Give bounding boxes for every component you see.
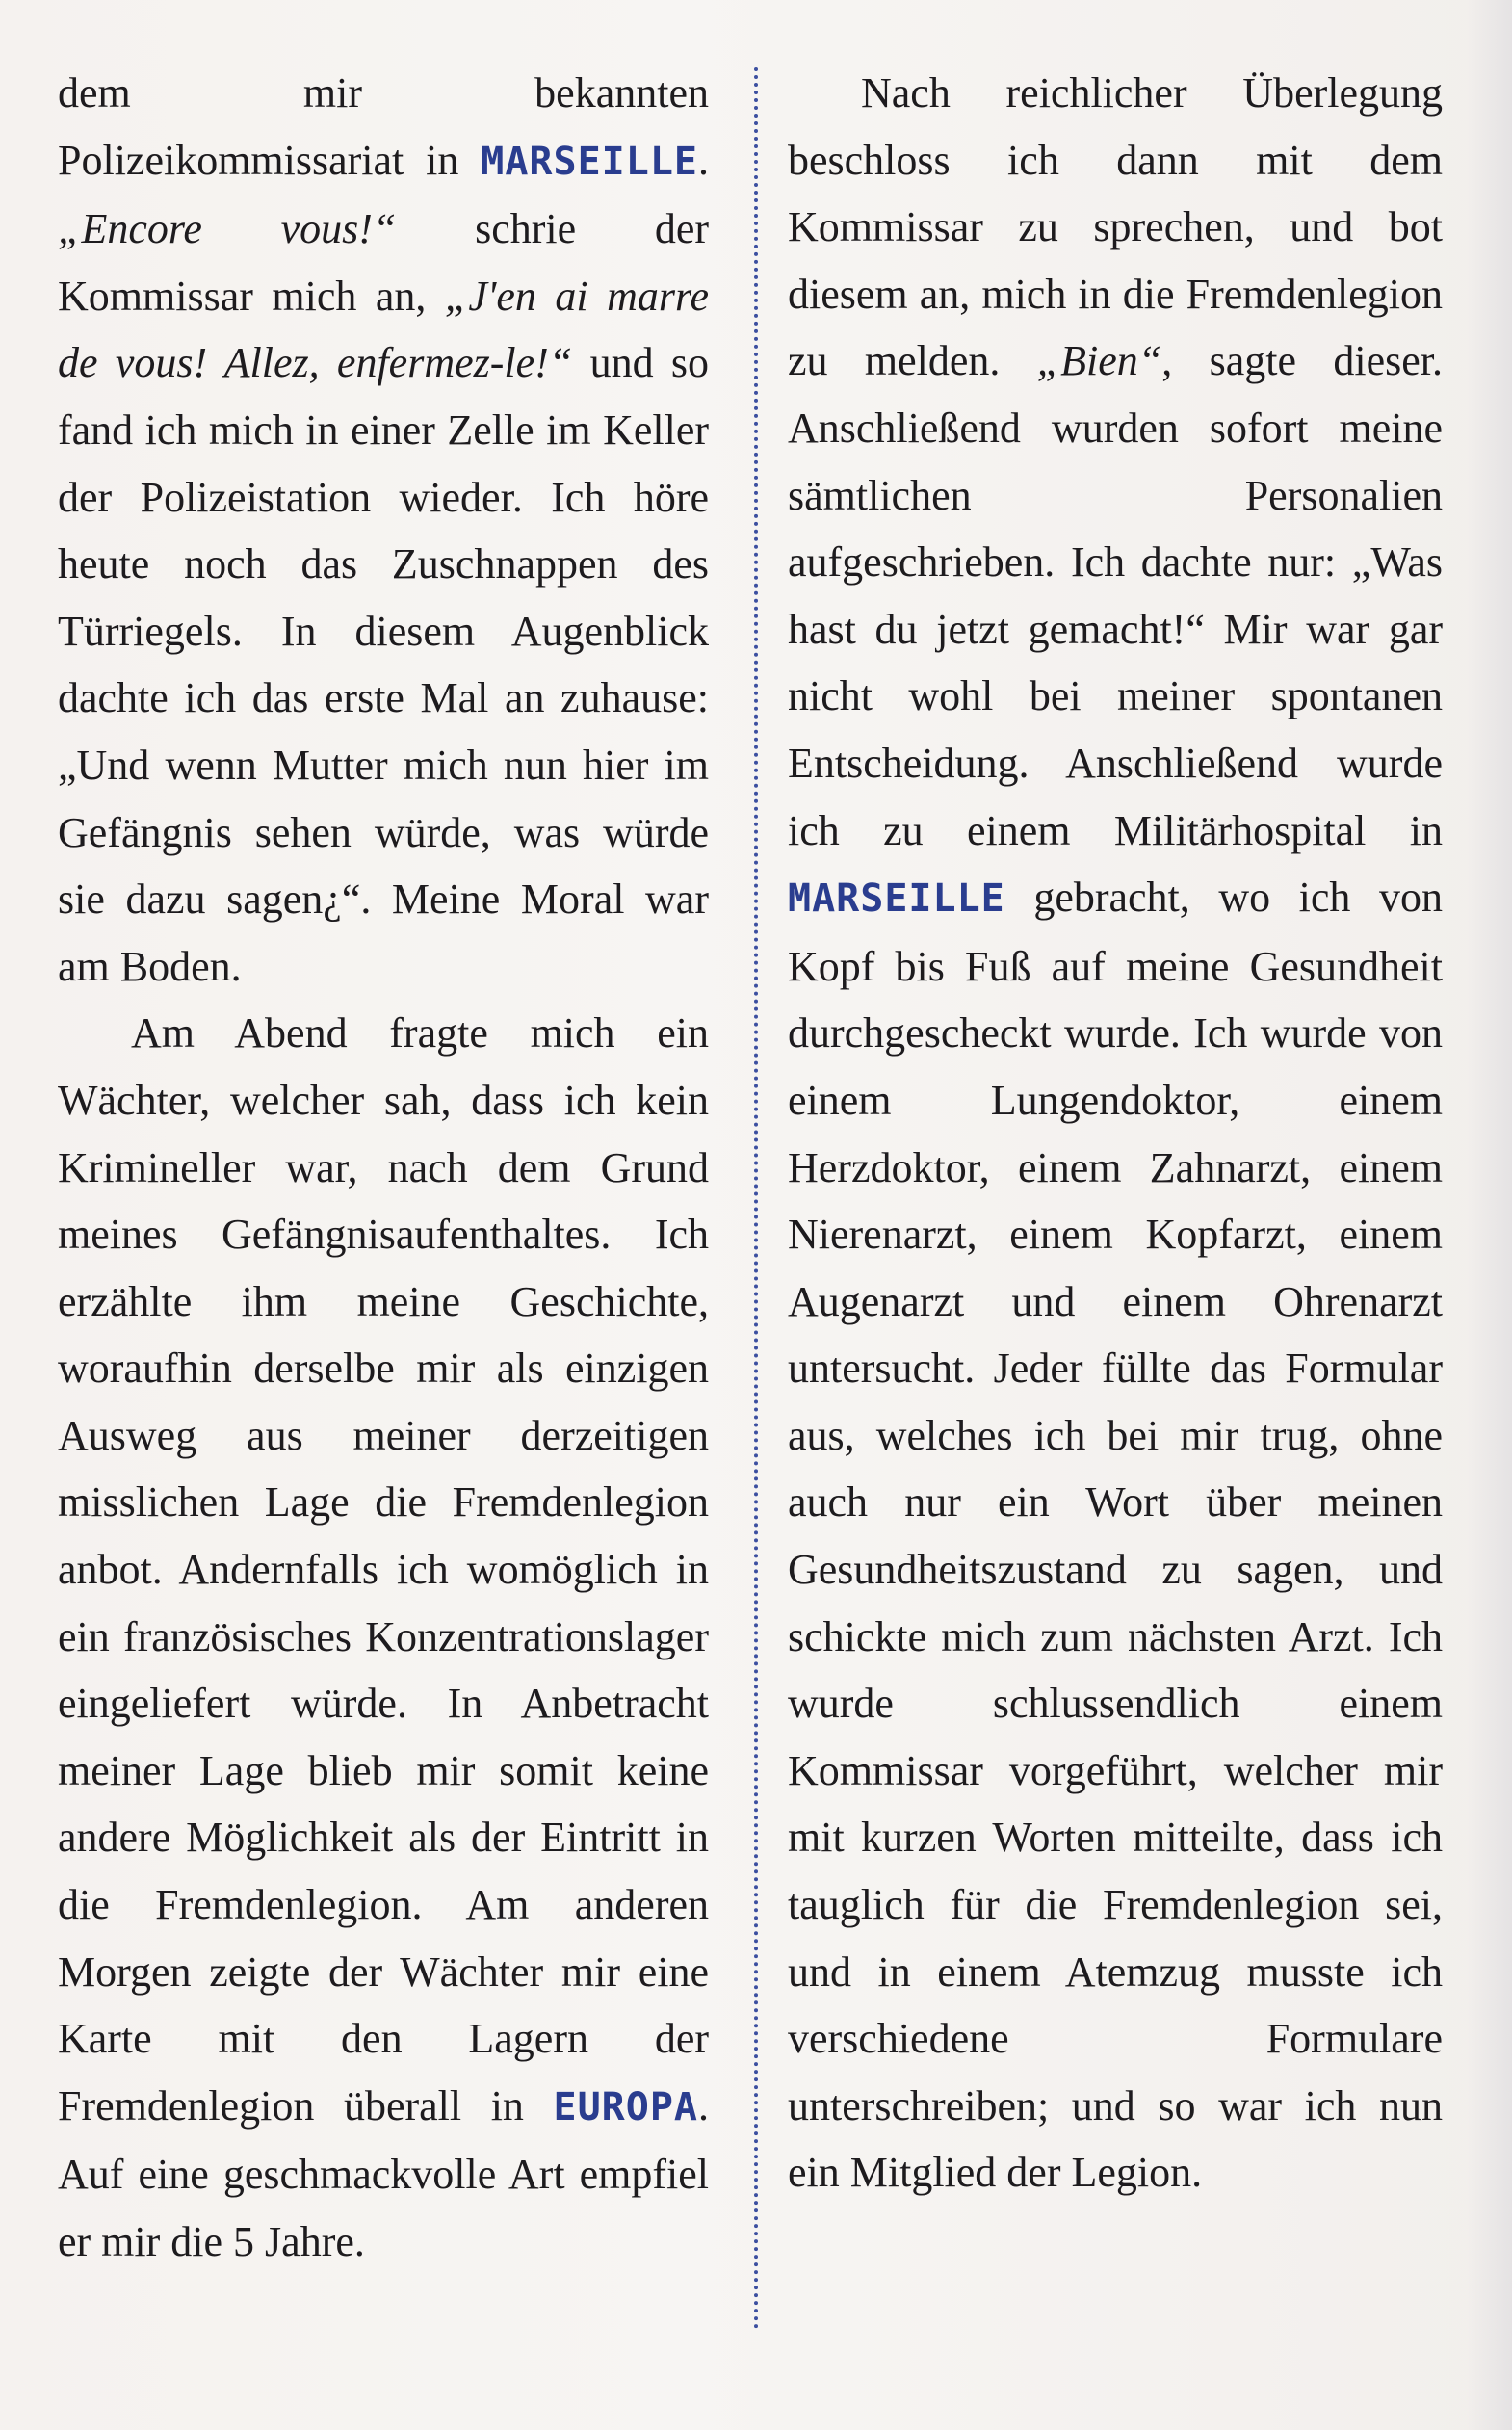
paragraph-left-1 [58,60,709,1000]
right-text-column [788,60,1443,2207]
french-quote: „J'en ai marre de vous! Allez, enfermez-le!“ [58,272,709,387]
place-name-europa: EUROPA [553,2084,698,2130]
left-text-column [58,60,709,2276]
text-run: . [698,136,709,184]
text-run: und so fand ich mich in einer Zelle im Keller der Polizeistation wieder. Ich höre heute noch das Zuschnappen des Türriegels. In diesem Augenblick dachte ich das erste Mal an zuhause: „Und wenn Mutter mich nun hier im Gefängnis sehen würde, was würde sie dazu sagen¿“. Meine Moral war am Boden. [58,339,709,990]
paragraph-right-1 [788,60,1443,2207]
text-run: Am Abend fragte mich ein Wächter, welcher sah, dass ich kein Krimineller war, nach dem Grund meines Gefängnisaufenthaltes. Ich erzählte ihm meine Geschichte, woraufhin derselbe mir als einzigen Ausweg aus meiner derzeitigen misslichen Lage die Fremdenlegion anbot. Andernfalls ich womöglich in ein französisches Konzentrationslager eingeliefert würde. In Anbetracht meiner Lage blieb mir somit keine andere Möglichkeit als der Eintritt in die Fremdenlegion. Am anderen Morgen zeigte der Wächter mir eine Karte mit den Lagern der Fremdenlegion überall in [58,1009,709,2130]
text-run: . Auf eine geschmackvolle Art empfiel er mir die 5 Jahre. [58,2081,709,2265]
text-run: dem mir bekannten Polizeikommissariat in [58,69,709,184]
french-quote: „Bien“ [1036,337,1162,385]
page-edge-shadow [1466,0,1512,2430]
place-name-marseille: MARSEILLE [788,876,1005,922]
place-name-marseille: MARSEILLE [481,139,698,184]
text-run: , sagte dieser. Anschließend wurden sofort meine sämtlichen Personalien aufgeschrieben. Ich dachte nur: „Was hast du jetzt gemacht!“ Mir war gar nicht wohl bei meiner spontanen Entscheidung. Anschließend wurde ich zu einem Militärhospital in [788,337,1443,854]
paragraph-left-2 [58,1000,709,2275]
text-run: schrie der Kommissar mich an, [58,205,710,320]
french-quote: „Encore vous!“ [58,205,397,253]
text-run: gebracht, wo ich von Kopf bis Fuß auf meine Gesundheit durchgescheckt wurde. Ich wurde von einem Lungendoktor, einem Herzdoktor, einem Zahnarzt, einem Nierenarzt, einem Kopfarzt, einem Augenarzt und einem Ohrenarzt untersucht. Jeder füllte das Formular aus, welches ich bei mir trug, ohne auch nur ein Wort über meinen Gesundheitszustand zu sagen, und schickte mich zum nächsten Arzt. Ich wurde schlussendlich einem Kommissar vorgeführt, welcher mir mit kurzen Worten mitteilte, dass ich tauglich für die Fremdenlegion sei, und in einem Atemzug musste ich verschiedene Formulare unterschreiben; und so war ich nun ein Mitglied der Legion. [788,874,1443,2197]
column-divider [754,67,758,2331]
text-run: Nach reichlicher Überlegung beschloss ich dann mit dem Kommissar zu sprechen, und bot diesem an, mich in die Fremdenlegion zu melden. [788,69,1443,385]
